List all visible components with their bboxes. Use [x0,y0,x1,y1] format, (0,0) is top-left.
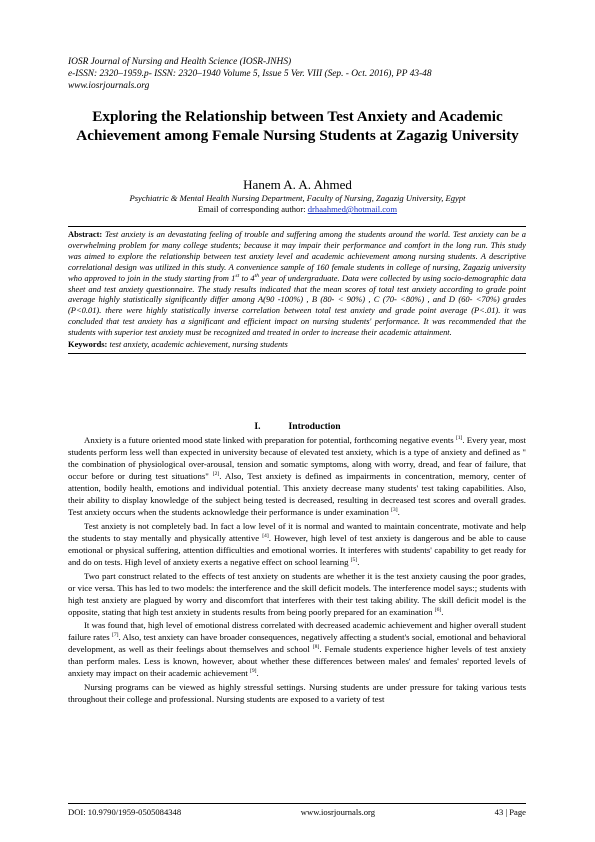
section-number: I. [254,421,261,432]
citation[interactable]: [4] [262,532,269,539]
section-title: Introduction [288,421,341,432]
issn-line: e-ISSN: 2320–1959.p- ISSN: 2320–1940 Volume 5, Issue 5 Ver. VIII (Sep. - Oct. 2016), PP 43-48 [68,69,432,79]
keywords-text: test anxiety, academic achievement, nursing students [107,339,288,350]
author-name: Hanem A. A. Ahmed [243,177,352,192]
paragraph: Test anxiety is not completely bad. In fact a low level of it is normal and wanted to maintain concentrate, motivate and help the students to stay mentally and physically attentive [4]. However, high level of test anxiety is dangerous and be able to cause emotional or physical suffering, attention difficulties and emotional worries. It interferes with students' capability to get ready for and do on tests. High level of anxiety exerts a negative effect on school learning [5]. [68,520,526,567]
corresponding-email [0,204,595,215]
page-number: 43 | Page [494,807,526,817]
citation[interactable]: [6] [434,606,442,613]
email-link[interactable]: drhaahmed@hotmail.com [307,204,398,214]
citation[interactable]: [1] [455,435,463,442]
citation[interactable]: [7] [112,632,119,639]
citation[interactable]: [3] [391,507,398,514]
citation[interactable]: [8] [312,644,320,651]
email-label: Email of corresponding author: [197,204,308,214]
citation[interactable]: [5] [350,557,358,564]
section-heading [0,421,595,432]
paragraph: Anxiety is a future oriented mood state linked with preparation for potential, forthcoming negative events [1]. Every year, most students perform less well than expected in university because of elevated test anxiety, which is a type of anxiety and defined as " the combination of physiological over-arousal, tension and somatic symptoms, along with worry, dread, and fear of failure, that occur before or during test situations" [2]. Also, Test anxiety is defined as impairments in concentration, memory, center of attention, bodily health, emotions and individual potential. This anxiety decrease many students' test taking capabilities. Also, their ability to display knowledge of the subject being tested is decreased, resulting in decreased test scores and overall grades. Test anxiety occurs when the students acknowledge their performance is under examination [3]. [68,435,526,518]
paper-title: Exploring the Relationship between Test Anxiety and Academic Achievement among Female Nursing Students at Zagazig University [76,108,519,144]
paragraph: Nursing programs can be viewed as highly stressful settings. Nursing students are under pressure for taking various tests throughout their college and professional. Nursing students are exposed to a variety of test [68,681,526,704]
journal-website[interactable]: www.iosrjournals.org [68,81,150,91]
abstract: Abstract: Test anxiety is an devastating feeling of trouble and suffering among the students around the world. Test anxiety can be a overwhelming problem for many college students; because it may impair their performance and comfort in the long run. This study was aimed to explore the relationship between test anxiety level and academic achievement among nursing students. A descriptive correlational design was utilized in this study. A convenience sample of 160 female students in college of nursing, Zagazig university who approved to join in the study starting from 1st to 4th year of undergraduate. Data were collected by using socio-demographic data sheet and test anxiety questionnaire. The study results indicated that the mean scores of total test anxiety according to grade point average highly statistically significantly differ among A(90 -100%) , B (80- < 90%) , C (70- <80%) , and D (60- <70%) grades (P<0.01). there were highly statistically inverse correlation between total test anxiety and grade point average (P<.01). it was concluded that test anxiety has a significant and efficient impact on nursing students' performance. It was recommended that the students with superior test anxiety must be recognized and treated in order to increase their academic attainment. [68,229,526,338]
author-affiliation: Psychiatric & Mental Health Nursing Department, Faculty of Nursing, Zagazig University, Egypt [129,193,466,203]
keywords-label: Keywords: [68,339,108,350]
paragraph: It was found that, high level of emotional distress correlated with decreased academic achievement and higher overall student failure rates [7]. Also, test anxiety can have broader consequences, negatively affecting a student's social, emotional and behavioral development, as well as their feelings about themselves and school [8]. Female students experience higher levels of test anxiety than perform males. Less is known, however, about whether these differences between males' and females' reported levels of anxiety may impact on their academic achievement [9]. [68,620,527,679]
footer-doi: DOI: 10.9790/1959-0505084348 [68,807,182,817]
page-footer [68,803,526,817]
paragraph: Two part construct related to the effects of test anxiety on students are whether it is the test anxiety causing the poor grades, or vice versa. This has led to two models: the interference and the skill deficit models. The interference model says:; students with high test anxiety are plagued by worry and discomfort that interferes with their test taking ability. The skill deficit model is the opposite, stating that high test anxiety in students results from being poorly prepared for an examination [6]. [68,570,526,617]
body-text [68,434,526,707]
footer-website[interactable]: www.iosrjournals.org [300,807,376,817]
citation[interactable]: [9] [249,668,257,675]
keywords [68,339,526,350]
journal-name: IOSR Journal of Nursing and Health Science (IOSR-JNHS) [68,57,292,67]
abstract-label: Abstract: [68,229,103,239]
abstract-box [68,226,526,354]
citation[interactable]: [2] [212,471,220,478]
